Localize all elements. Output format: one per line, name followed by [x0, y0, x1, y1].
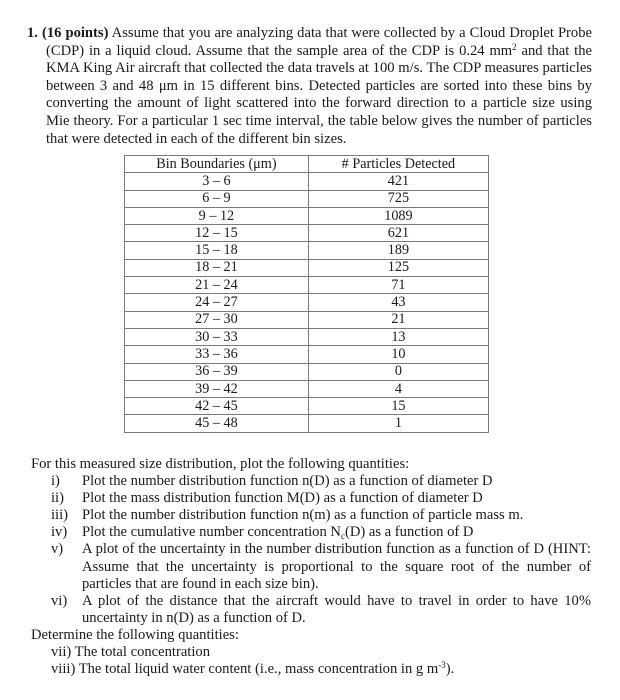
particle-count-cell: 43: [308, 294, 488, 311]
table-row: [125, 225, 489, 242]
question-text: A plot of the distance that the aircraft would have to travel in order to have 10% uncertainty in n(D) as a function of D.: [82, 592, 591, 626]
question-item: [31, 541, 591, 592]
bin-boundary-cell: 9 – 12: [125, 207, 309, 224]
problem-intro: [27, 25, 592, 148]
question-text: Plot the number distribution function n(D) as a function of diameter D: [82, 473, 493, 490]
table-row: [125, 346, 489, 363]
bin-boundary-cell: 12 – 15: [125, 225, 309, 242]
bin-boundary-cell: 33 – 36: [125, 346, 309, 363]
question-number: iv): [51, 524, 68, 541]
superscript-2: 2: [512, 41, 517, 52]
table-row: [125, 190, 489, 207]
question-number: vi): [51, 592, 68, 609]
intro-text-part1: Assume that you are analyzing data that were collected by a Cloud Droplet Probe (CDP) in a liquid cloud. Assume that the sample area of the CDP is 0.24 mm: [46, 25, 592, 59]
problem-points: (16 points): [41, 25, 109, 41]
question-text-tail: (D) as a function of D: [344, 524, 474, 541]
particle-count-cell: 15: [308, 398, 488, 415]
question-text-tail: ).: [445, 661, 455, 678]
question-text: The total liquid water content (i.e., mass concentration in g m: [78, 661, 439, 678]
particle-count-cell: 725: [308, 190, 488, 207]
question-text: Plot the number distribution function n(m) as a function of particle mass m.: [82, 507, 524, 524]
bin-boundary-cell: 3 – 6: [125, 173, 309, 190]
problem-number: 1.: [27, 25, 38, 41]
problem-statement: [27, 25, 592, 148]
table-row: [125, 380, 489, 397]
table-row: [125, 311, 489, 328]
question-number: viii): [51, 661, 76, 678]
question-item: [31, 473, 591, 490]
particle-count-cell: 10: [308, 346, 488, 363]
plot-question-list: [31, 473, 591, 627]
header-particles-detected: # Particles Detected: [308, 156, 488, 173]
bin-boundary-cell: 27 – 30: [125, 311, 309, 328]
intro-text-part2: and that the KMA King Air aircraft that collected the data travels at 100 m/s. The CDP measures particles between 3 and 48 μm in 15 different bins. Detected particles are sorted into these bins by converting the amount of light scattered into the forward direction to a particle size using Mie theory. For a particular 1 sec time interval, the table below gives the number of particles that were detected in each of the different bin sizes.: [46, 42, 592, 147]
particle-count-cell: 71: [308, 277, 488, 294]
particle-count-cell: 4: [308, 380, 488, 397]
determine-section-heading: Determine the following quantities:: [31, 626, 239, 643]
bin-boundary-cell: 24 – 27: [125, 294, 309, 311]
bin-boundary-cell: 18 – 21: [125, 259, 309, 276]
question-text: A plot of the uncertainty in the number distribution function as a function of D (HINT: Assume that the uncertainty is proportional to the square root of the number of particles that are found in each size bin).: [82, 541, 591, 592]
question-text: The total concentration: [74, 644, 211, 661]
bin-boundary-cell: 30 – 33: [125, 328, 309, 345]
question-item: [31, 593, 591, 627]
table-row: [125, 398, 489, 415]
question-number: v): [51, 541, 64, 558]
particle-count-cell: 621: [308, 225, 488, 242]
question-number: iii): [51, 507, 69, 524]
particle-count-cell: 189: [308, 242, 488, 259]
table-row: [125, 294, 489, 311]
superscript-minus-3: -3: [438, 660, 446, 671]
particle-count-cell: 1: [308, 415, 488, 432]
particle-count-cell: 125: [308, 259, 488, 276]
question-item: [31, 524, 591, 541]
question-text: Plot the mass distribution function M(D) as a function of diameter D: [82, 490, 483, 507]
subscript-c: c: [340, 531, 345, 542]
particle-count-cell: 21: [308, 311, 488, 328]
question-item: [31, 507, 591, 524]
header-bin-boundaries: Bin Boundaries (μm): [125, 156, 309, 173]
bin-boundary-cell: 15 – 18: [125, 242, 309, 259]
question-number: vii): [51, 644, 72, 661]
table-row: [125, 328, 489, 345]
question-item: [31, 661, 591, 678]
table-row: [125, 415, 489, 432]
table-body: [125, 173, 489, 432]
particle-count-table: [124, 155, 489, 433]
bin-boundary-cell: 42 – 45: [125, 398, 309, 415]
question-item: [31, 644, 591, 661]
particle-count-cell: 421: [308, 173, 488, 190]
question-number: ii): [51, 490, 64, 507]
table-row: [125, 207, 489, 224]
table-row: [125, 173, 489, 190]
questions-section: [31, 456, 591, 678]
bin-boundary-cell: 45 – 48: [125, 415, 309, 432]
bin-boundary-cell: 36 – 39: [125, 363, 309, 380]
determine-question-list: [31, 644, 591, 678]
table-row: [125, 277, 489, 294]
bin-boundary-cell: 39 – 42: [125, 380, 309, 397]
bin-boundary-cell: 6 – 9: [125, 190, 309, 207]
table-row: [125, 363, 489, 380]
question-number: i): [51, 473, 60, 490]
table-row: [125, 242, 489, 259]
question-text: Plot the cumulative number concentration N: [82, 524, 341, 541]
bin-boundary-cell: 21 – 24: [125, 277, 309, 294]
particle-count-cell: 0: [308, 363, 488, 380]
table-row: [125, 259, 489, 276]
table-header-row: [125, 156, 489, 173]
plot-section-heading: For this measured size distribution, plot the following quantities:: [31, 456, 410, 472]
question-item: [31, 490, 591, 507]
particle-count-cell: 1089: [308, 207, 488, 224]
particle-count-cell: 13: [308, 328, 488, 345]
